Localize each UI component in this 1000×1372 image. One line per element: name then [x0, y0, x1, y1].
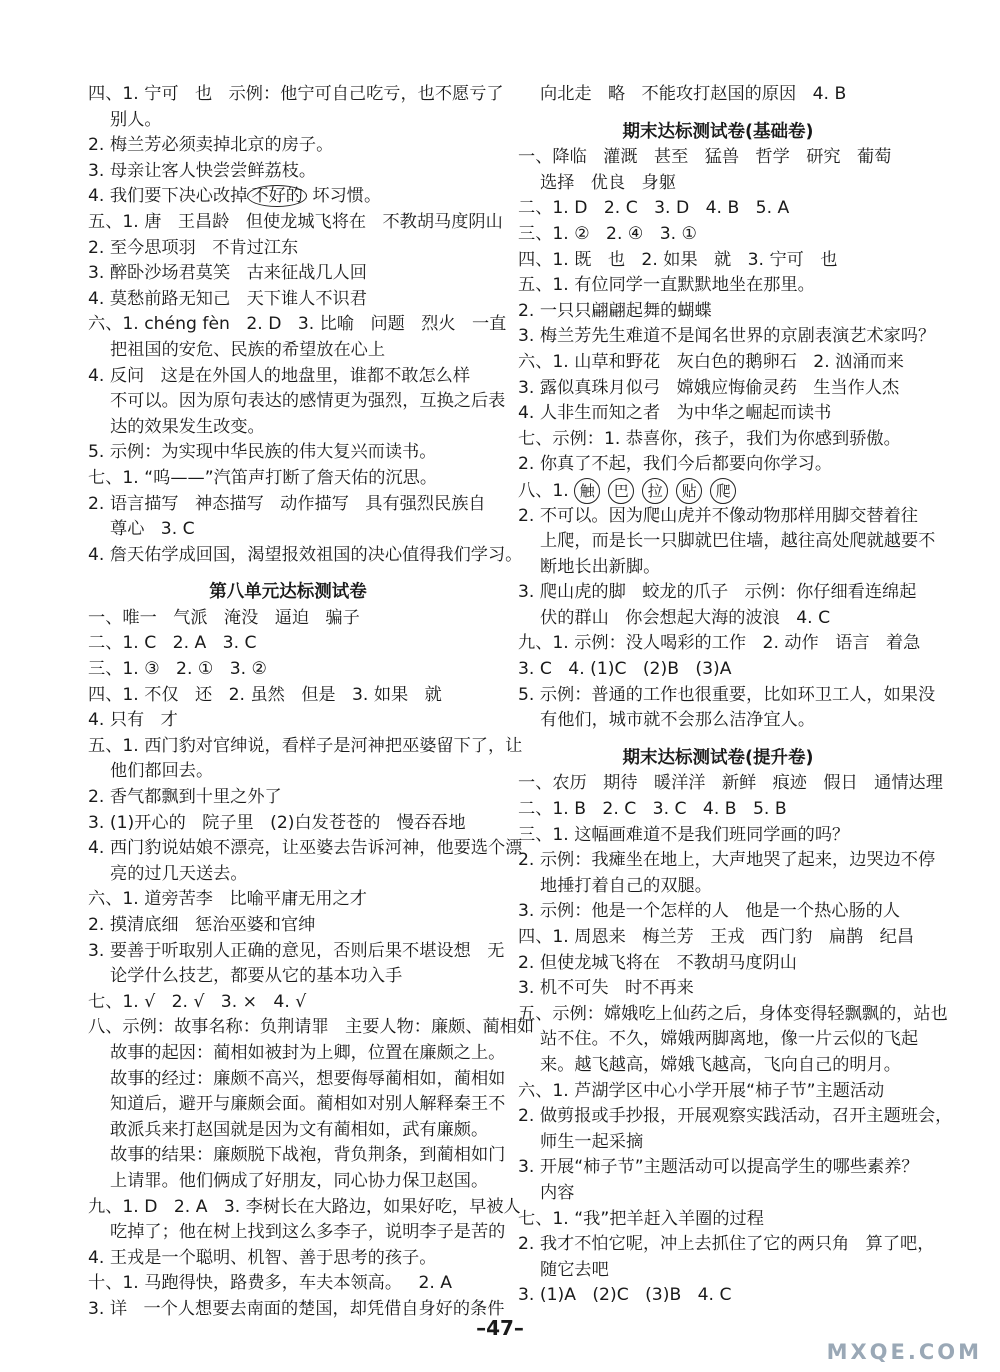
answer-text: 2. 但使龙城飞将在 不教胡马度阴山: [518, 952, 797, 973]
answer-text: 四、1. 既 也 2. 如果 就 3. 宁可 也: [518, 249, 838, 270]
answer-text: 尊心 3. C: [110, 519, 195, 540]
answer-line: [518, 324, 936, 350]
answer-line: [88, 734, 523, 760]
answer-text: 七、示例：1. 恭喜你，孩子，我们为你感到骄傲。: [518, 428, 901, 449]
answer-text: 4. 人非生而知之者 为中华之崛起而读书: [518, 403, 832, 424]
answer-line: [88, 389, 506, 415]
answer-text: 达的效果发生改变。: [110, 416, 265, 437]
answer-text: 期末达标测试卷(基础卷): [622, 121, 814, 142]
answer-line: [88, 631, 488, 657]
answer-line: [518, 874, 918, 900]
answer-line: [518, 606, 918, 632]
answer-text: 亮的过几天送去。: [110, 863, 248, 884]
answer-text-after: 坏习惯。: [306, 186, 382, 207]
answer-line: [88, 887, 488, 913]
answer-text: 3. (1)A (2)C (3)B 4. C: [518, 1285, 732, 1306]
answer-line: [88, 708, 488, 734]
answer-text: 二、1. D 2. C 3. D 4. B 5. A: [518, 198, 790, 219]
answer-line: [518, 1232, 935, 1258]
answer-line: [518, 631, 921, 657]
answer-line: [88, 862, 488, 888]
answer-line: [88, 236, 488, 262]
answer-text: 2. 语言描写 神态描写 动作描写 具有强烈民族自: [88, 493, 486, 514]
answer-text: 来。越飞越高，嫦娥飞越高，飞向自己的明月。: [540, 1054, 901, 1075]
answer-text: 4. 我们要下决心改掉: [88, 186, 248, 207]
answer-text: 七、1. “我”把羊赶入羊圈的过程: [518, 1208, 764, 1229]
answer-line: [88, 543, 523, 569]
answer-line: [88, 133, 488, 159]
answer-line: [518, 299, 918, 325]
answer-line: [518, 273, 918, 299]
answer-text: 3. 醉卧沙场君莫笑 古来征战几人回: [88, 263, 367, 284]
answer-text: 2. 至今思项羽 不肯过江东: [88, 237, 299, 258]
answer-text: 3. 母亲让客人快尝尝鲜荔枝。: [88, 160, 317, 181]
answer-line: [518, 171, 918, 197]
answer-line: [518, 555, 918, 581]
answer-line: [518, 1155, 918, 1181]
answer-text: 地捶打着自己的双腿。: [540, 875, 712, 896]
answer-text: 2. 我才不怕它呢，冲上去抓住了它的两只角 算了吧，: [518, 1234, 935, 1255]
answer-line: [518, 1181, 918, 1207]
answer-line: [88, 939, 505, 965]
answer-line: [518, 708, 918, 734]
circled-character: 爬: [710, 478, 736, 504]
answer-line: [518, 976, 918, 1002]
answer-text: 四、1. 不仅 还 2. 虽然 但是 3. 如果 就: [88, 684, 442, 705]
answer-line: [518, 350, 918, 376]
answer-text: 六、1. 山草和野花 灰白色的鹅卵石 2. 汹涌而来: [518, 351, 904, 372]
answer-line: [518, 1079, 918, 1105]
answer-text: 2. 你真了不起，我们今后都要向你学习。: [518, 454, 833, 475]
answer-line: [88, 785, 488, 811]
answer-text: 3. 爬山虎的脚 蛟龙的爪子 示例：你仔细看连绵起: [518, 582, 917, 603]
answer-line: [518, 401, 918, 427]
circled-character: 巴: [608, 478, 634, 504]
answer-line: [88, 1041, 506, 1067]
answer-line: [518, 951, 918, 977]
answer-line: [518, 823, 918, 849]
answer-text: 六、1. 道旁苦李 比喻平庸无用之才: [88, 889, 367, 910]
answer-line: [518, 82, 918, 108]
answer-line: [88, 1246, 488, 1272]
answer-text: 4. 莫愁前路无知己 天下谁人不识君: [88, 288, 367, 309]
answer-line: [518, 683, 936, 709]
answer-text: 敢派兵来打赵国就是因为文有蔺相如，武有廉颇。: [110, 1119, 489, 1140]
answer-text: 5. 示例：普通的工作也很重要，比如环卫工人，如果没: [518, 684, 936, 705]
answer-line: [88, 657, 488, 683]
answer-text: 2. 梅兰芳必须卖掉北京的房子。: [88, 135, 334, 156]
answer-line: [518, 580, 918, 606]
answer-line: [88, 1271, 488, 1297]
answer-line: [518, 1053, 918, 1079]
answer-line: [88, 287, 488, 313]
answer-text: 七、1. √ 2. √ 3. × 4. √: [88, 991, 307, 1012]
answer-text: 4. 西门豹说姑娘不漂亮，让巫婆去告诉河神，他要选个漂: [88, 838, 523, 859]
answer-text: 六、1. 芦湖学区中心小学开展“柿子节”主题活动: [518, 1080, 885, 1101]
answer-text: 第八单元达标测试卷: [209, 582, 367, 603]
answer-text: 吃掉了；他在树上找到这么多李子，说明李子是苦的: [110, 1222, 506, 1243]
answer-line: [88, 1015, 535, 1041]
answer-text: 六、1. chéng fèn 2. D 3. 比喻 问题 烈火 一直: [88, 314, 507, 335]
answer-text: 2. 一只只翩翩起舞的蝴蝶: [518, 300, 712, 321]
answer-text: 3. 露似真珠月似弓 嫦娥应悔偷灵药 生当作人杰: [518, 377, 900, 398]
circled-character: 拉: [642, 478, 668, 504]
answer-line: [88, 82, 504, 108]
answer-line: [88, 1169, 488, 1195]
answer-line: [518, 771, 943, 797]
answer-line: [88, 811, 488, 837]
answer-text: 五、示例：嫦娥吃上仙药之后，身体变得轻飘飘的，站也: [518, 1003, 948, 1024]
answer-text: 四、1. 宁可 也 示例：他宁可自己吃亏，也不愿亏了: [88, 84, 504, 104]
answer-line: [518, 529, 936, 555]
answer-text: 3. 示例：他是一个怎样的人 他是一个热心肠的人: [518, 901, 901, 922]
left-column: [88, 82, 535, 1323]
answer-text: 五、1. 有位同学一直默默地坐在那里。: [518, 275, 815, 296]
page-number: –47–: [476, 1316, 524, 1340]
answer-line: [88, 606, 488, 632]
answer-text: 站不住。不久，嫦娥两脚离地，像一片云似的飞起: [540, 1029, 919, 1050]
answer-line: [518, 899, 918, 925]
answer-text: 一、降临 灌溉 甚至 猛兽 哲学 研究 葡萄: [518, 147, 892, 168]
answer-line: [518, 657, 918, 683]
section-heading: [88, 580, 488, 606]
answer-line: [88, 759, 488, 785]
answer-line: [88, 440, 488, 466]
answer-line: [88, 466, 488, 492]
answer-text: 师生一起采摘: [540, 1131, 644, 1152]
answer-text: 把祖国的安危、民族的希望放在心上: [110, 339, 386, 360]
answer-text: 2. 做剪报或手抄报，开展观察实践活动，召开主题班会，: [518, 1106, 953, 1127]
answer-text: 2. 摸清底细 惩治巫婆和官绅: [88, 915, 316, 935]
answer-text: 5. 示例：为实现中华民族的伟大复兴而读书。: [88, 442, 437, 463]
answer-text: 4. 只有 才: [88, 710, 178, 731]
answer-text: 九、1. D 2. A 3. 李树长在大路边，如果好吃，早被人: [88, 1196, 521, 1217]
answer-text: 2. 香气都飘到十里之外了: [88, 787, 282, 808]
answer-line: [88, 415, 488, 441]
answer-line: [518, 504, 918, 530]
answer-line: [88, 1092, 506, 1118]
answer-text: 知道后，避开与廉颇会面。蔺相如对别人解释秦王不: [110, 1094, 506, 1115]
answer-line: [88, 492, 488, 518]
answer-line: [518, 196, 918, 222]
answer-text: 4. 詹天佑学成回国，渴望报效祖国的决心值得我们学习。: [88, 544, 523, 565]
answer-line: [518, 222, 918, 248]
answer-text: 三、1. 这幅画难道不是我们班同学画的吗？: [518, 824, 850, 845]
answer-line: [88, 517, 488, 543]
answer-text: 五、1. 唐 王昌龄 但使龙城飞将在 不教胡马度阴山: [88, 211, 503, 232]
circled-character: 触: [574, 478, 600, 504]
answer-text: 十、1. 马跑得快，路费多，车夫本领高。 2. A: [88, 1273, 453, 1294]
answer-text: 故事的经过：廉颇不高兴，想要侮辱蔺相如，蔺相如: [110, 1068, 506, 1089]
answer-line: [518, 376, 918, 402]
answer-text: 二、1. B 2. C 3. C 4. B 5. B: [518, 799, 787, 820]
answer-line: [518, 478, 918, 504]
answer-text: 3. 机不可失 时不再来: [518, 978, 694, 999]
answer-line: [88, 1067, 506, 1093]
answer-line: [88, 836, 523, 862]
circled-character: 贴: [676, 478, 702, 504]
answer-text: 八、示例：故事名称：负荆请罪 主要人物：廉颇、蔺相如: [88, 1017, 535, 1038]
right-column: [518, 82, 953, 1309]
answer-text: 2. 不可以。因为爬山虎并不像动物那样用脚交替着往: [518, 505, 918, 526]
answer-line: [88, 184, 488, 210]
answer-line: [518, 848, 936, 874]
answer-text: 三、1. ③ 2. ① 3. ②: [88, 659, 267, 680]
answer-line: [518, 1258, 918, 1284]
answer-line: [518, 427, 918, 453]
answer-line: [518, 248, 918, 274]
answer-line: [88, 364, 488, 390]
answer-line: [518, 1104, 953, 1130]
circled-word: 不好的: [247, 185, 307, 207]
answer-line: [88, 1220, 506, 1246]
answer-text: 2. 示例：我瘫坐在地上，大声地哭了起来，边哭边不停: [518, 850, 936, 871]
answer-text: 3. C 4. (1)C (2)B (3)A: [518, 659, 732, 680]
answer-line: [88, 312, 507, 338]
answer-text: 四、1. 周恩来 梅兰芳 王戎 西门豹 扁鹊 纪昌: [518, 927, 915, 947]
answer-text: 别人。: [110, 109, 162, 130]
answer-text: 他们都回去。: [110, 761, 214, 782]
answer-line: [518, 1027, 918, 1053]
answer-text: 二、1. C 2. A 3. C: [88, 633, 257, 654]
answer-text: 一、农历 期待 暖洋洋 新鲜 痕迹 假日 通情达理: [518, 773, 943, 794]
answer-text: 向北走 略 不能攻打赵国的原因 4. B: [540, 84, 847, 104]
answer-text: 4. 王戎是一个聪明、机智、善于思考的孩子。: [88, 1247, 437, 1268]
answer-text: 有他们，城市就不会那么洁净宜人。: [540, 710, 816, 731]
watermark-url: MXQE.COM: [826, 1340, 982, 1364]
answer-text: 故事的结果：廉颇脱下战袍，背负荆条，到蔺相如门: [110, 1145, 506, 1166]
answer-text: 3. 梅兰芳先生难道不是闻名世界的京剧表演艺术家吗？: [518, 326, 936, 347]
answer-line: [88, 108, 488, 134]
answer-text: 论学什么技艺，都要从它的基本功入手: [110, 966, 403, 987]
answer-line: [88, 261, 488, 287]
answer-text: 三、1. ② 2. ④ 3. ①: [518, 223, 697, 244]
answer-text: 4. 反问 这是在外国人的地盘里，谁都不敢怎么样: [88, 365, 471, 386]
answer-line: [518, 925, 918, 951]
answer-text: 3. 开展“柿子节”主题活动可以提高学生的哪些素养？: [518, 1157, 919, 1178]
answer-text: 上请罪。他们俩成了好朋友，同心协力保卫赵国。: [110, 1170, 489, 1191]
answer-text: 断地长出新脚。: [540, 556, 661, 577]
answer-line: [88, 990, 488, 1016]
answer-line: [88, 1195, 521, 1221]
answer-line: [518, 145, 918, 171]
section-heading: [518, 746, 918, 772]
answer-text: 3. (1)开心的 院子里 (2)白发苍苍的 慢吞吞地: [88, 812, 466, 833]
answer-line: [88, 338, 488, 364]
answer-text: 故事的起因：蔺相如被封为上卿，位置在廉颇之上。: [110, 1042, 506, 1063]
answer-line: [88, 913, 488, 939]
answer-text: 八、1.: [518, 480, 569, 501]
answer-line: [88, 1118, 488, 1144]
answer-text: 期末达标测试卷(提升卷): [622, 747, 814, 768]
answer-text: 内容: [540, 1182, 575, 1203]
answer-text: 五、1. 西门豹对官绅说，看样子是河神把巫婆留下了，让: [88, 735, 523, 756]
answer-text: 伏的群山 你会想起大海的波浪 4. C: [540, 607, 831, 628]
answer-text: 一、唯一 气派 淹没 逼迫 骗子: [88, 607, 360, 628]
answer-text: 3. 要善于听取别人正确的意见，否则后果不堪设想 无: [88, 940, 505, 961]
answer-line: [88, 964, 488, 990]
answer-line: [518, 1207, 918, 1233]
section-heading: [518, 120, 918, 146]
answer-line: [88, 1143, 506, 1169]
answer-line: [518, 1130, 918, 1156]
answer-text: 随它去吧: [540, 1259, 609, 1280]
answer-line: [88, 683, 488, 709]
answer-line: [88, 210, 503, 236]
answer-text: 七、1. “呜——”汽笛声打断了詹天佑的沉思。: [88, 467, 438, 488]
answer-text: 选择 优良 身躯: [540, 172, 676, 193]
watermark-logo: [827, 1340, 982, 1364]
answer-line: [88, 159, 488, 185]
answer-text: 九、1. 示例：没人喝彩的工作 2. 动作 语言 着急: [518, 633, 921, 654]
answer-text: 上爬，而是长一只脚就巴住墙，越往高处爬就越要不: [540, 531, 936, 552]
answer-text: 不可以。因为原句表达的感情更为强烈，互换之后表: [110, 391, 506, 412]
answer-line: [518, 797, 918, 823]
answer-line: [518, 1283, 918, 1309]
answer-text: 3. 详 一个人想要去南面的楚国，却凭借自身好的条件: [88, 1298, 505, 1319]
answer-line: [518, 1002, 948, 1028]
answer-line: [518, 452, 918, 478]
